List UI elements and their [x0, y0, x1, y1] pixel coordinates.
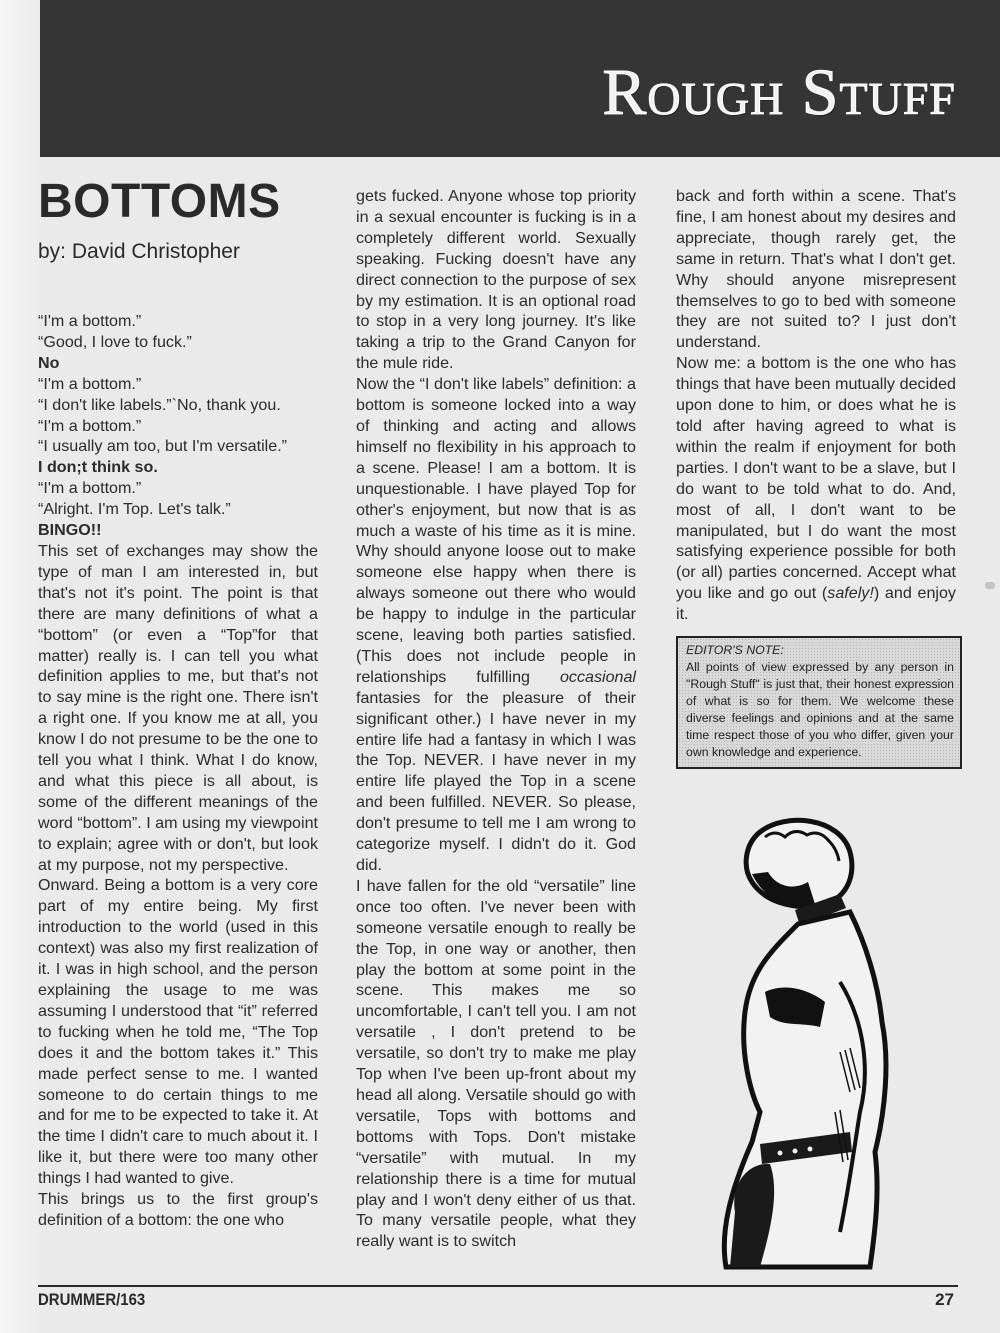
section-header-bar [40, 0, 1000, 157]
editors-note-title: EDITOR'S NOTE: [686, 643, 784, 657]
body-paragraph: This brings us to the first group's definition of a bottom: the one who [38, 1190, 318, 1229]
footer-rule [38, 1285, 958, 1287]
body-paragraph: This set of exchanges may show the type of man I am interested in, but that's not it's point. The point is that there are many definitions of what a “bottom” (or even a “Top”for that matter) really is. I can tell you what definition applies to me, but that's not to say mine is the right one. There isn't a right one. If you know me at all, you know I do not presume to be the one to tell you what I think. What I do know, and what this piece is all about, is some of the different meanings of the word “bottom”. I am using my viewpoint to explain; agree with or don't, but look at my purpose, not my perspective. [38, 541, 318, 874]
byline: by: David Christopher [38, 240, 240, 263]
editors-note-box [676, 636, 962, 769]
body-paragraph [676, 353, 956, 625]
body-paragraph [356, 876, 636, 1252]
body-paragraph [356, 186, 636, 374]
column-2 [356, 186, 636, 1252]
dialogue-block [38, 311, 318, 541]
page-number: 27 [935, 1290, 954, 1309]
paragraph-text: fantasies for the pleasure of their significant other.) I have never in my entire life had a fantasy in which I was the Top. NEVER. I have never in my entire life played the Top in a scene and been fulfilled. NEVER. So please, don't presume to tell me I am wrong to categorize myself. I didn't do it. God did. [356, 688, 636, 874]
dialogue-line: “I'm a bottom.” [38, 416, 142, 435]
emphasis-text: occasional [559, 667, 636, 686]
column-1-body [38, 541, 318, 1231]
dialogue-line: I don;t think so. [38, 458, 158, 477]
ink-drawing-figure-icon [690, 812, 930, 1272]
section-title: Rough Stuff [602, 56, 956, 129]
dialogue-line: “Good, I love to fuck.” [38, 332, 192, 351]
body-paragraph [356, 374, 636, 876]
body-paragraph [676, 186, 956, 353]
body-paragraph: Onward. Being a bottom is a very core part of my entire being. My first introduction to the world (used in this context) was also my first realization of it. I was in high school, and the person explaining the usage to me was assuming I understood that “it” referred to fucking when he told me, “The Top does it and the bottom takes it.” This made perfect sense to me. I wanted someone to do certain things to me and for me to be expected to take it. At the time I didn't care to much about it. I like it, but there were too many other things I had wanted to give. [38, 876, 318, 1188]
dialogue-line: No [38, 353, 60, 372]
dialogue-line: “I'm a bottom.” [38, 374, 142, 393]
paragraph-text: gets fucked. Anyone whose top priority in a sexual encounter is fucking is in a completely different world. Sexually speaking. Fucking doesn't have any direct connection to the purpose of sex by my estimation. It is an optional road to stop in a very long journey. It's like taking a trip to the Grand Canyon for the mule ride. [356, 187, 636, 373]
paragraph-text: Now the “I don't like labels” definition: a bottom is someone locked into a way of thinking and acting and allows himself no flexibility in his approach to a scene. Please! I am a bottom. It is unquestionable. I have played Top for other's enjoyment, but now that is as much a waste of his time as it is mine. Why should anyone loose out to make someone else happy when there is always someone out there who would be happy to indulge in the particular scene, leaving both parties satisfied. (This does not include people in relationships fulfilling [356, 375, 636, 686]
emphasis-text: safely! [827, 584, 874, 603]
column-1 [38, 311, 318, 1231]
print-speck [985, 582, 995, 589]
dialogue-line: “Alright. I'm Top. Let's talk.” [38, 500, 231, 519]
publication-issue: DRUMMER/163 [38, 1290, 146, 1309]
dialogue-line: “I'm a bottom.” [38, 479, 142, 498]
dialogue-line: “I'm a bottom.” [38, 312, 142, 330]
paragraph-text: Now me: a bottom is the one who has things that have been mutually decided upon done to him, or does what he is told after having agreed to what is within the realm if enjoyment for both parties. I don't want to be a slave, but I do want to be told what to do. And, most of all, I don't want to be manipulated, but I do want the most satisfying experience possible for both (or all) parties concerned. Accept what you like and go out ( [676, 354, 956, 603]
editors-note-body: All points of view expressed by any person in "Rough Stuff" is just that, their honest expression of what is so for them. We welcome these diverse feelings and opinions and at the same time respect those of you who differ, given your own knowledge and experience. [686, 660, 954, 759]
dialogue-line: BINGO!! [38, 521, 102, 540]
dialogue-line: “I usually am too, but I'm versatile.” [38, 437, 288, 456]
column-3-body [676, 186, 956, 625]
paragraph-text: back and forth within a scene. That's fine, I am honest about my desires and appreciate, though rarely get, the same in return. That's what I don't get. Why should anyone misrepresent themselves to go to bed with someone they are not suited to? I just don't understand. [676, 187, 956, 352]
column-3 [676, 186, 956, 625]
paragraph-text: I have fallen for the old “versatile” line once too often. I've never been with someone versatile enough to really be the Top, in one way or another, then play the bottom at some point in the scene. This makes me so uncomfortable, I can't tell you. I am not versatile , I don't pretend to be versatile, so don't try to make me play Top when I've been up-front about my head all along. Versatile should go with versatile, Tops with bottoms and bottoms with Tops. Don't mistake “versatile” with mutual. In my relationship there is a time for mutual play and I won't deny either of us that. To many versatile people, what they really want is to switch [356, 876, 636, 1251]
page-edge-shading [0, 0, 40, 1333]
paragraph-text: ) and enjoy it. [676, 584, 956, 624]
column-2-body [356, 186, 636, 1252]
dialogue-line: “I don't like labels.”`No, thank you. [38, 395, 281, 414]
article-title: BOTTOMS [38, 175, 281, 228]
